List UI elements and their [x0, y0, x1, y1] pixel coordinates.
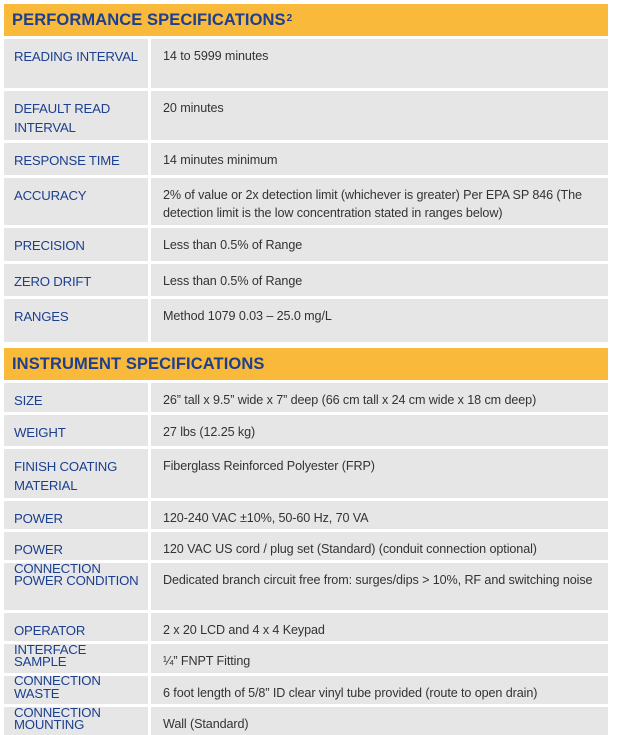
- spec-row-weight: [4, 415, 608, 446]
- spec-row-response-time: [4, 143, 608, 175]
- spec-value: 20 minutes: [163, 101, 224, 115]
- spec-label: POWER CONDITION: [4, 563, 151, 610]
- spec-row-accuracy: [4, 178, 608, 225]
- spec-label: FINISH COATING MATERIAL: [4, 449, 151, 498]
- spec-label: PRECISION: [4, 228, 151, 261]
- instrument-title: INSTRUMENT SPECIFICATIONS: [12, 354, 265, 373]
- spec-sheet: [4, 4, 608, 735]
- spec-label: DEFAULT READ INTERVAL: [4, 91, 151, 140]
- spec-value: Less than 0.5% of Range: [163, 238, 303, 252]
- spec-value: 2 x 20 LCD and 4 x 4 Keypad: [163, 623, 325, 637]
- performance-title: PERFORMANCE SPECIFICATIONS: [12, 10, 286, 29]
- spec-value: Dedicated branch circuit free from: surges/dips > 10%, RF and switching noise: [163, 573, 593, 587]
- spec-row-operator-interface: [4, 613, 608, 657]
- footnote-marker: 2: [286, 12, 293, 24]
- spec-value: 26” tall x 9.5” wide x 7” deep (66 cm tall x 24 cm wide x 18 cm deep): [163, 393, 537, 407]
- spec-row-ranges: [4, 299, 608, 342]
- spec-value: ¼” FNPT Fitting: [163, 654, 251, 668]
- spec-label: WEIGHT: [4, 415, 151, 446]
- spec-label: SAMPLE CONNECTION: [4, 644, 151, 673]
- spec-label: OPERATOR INTERFACE: [4, 613, 151, 641]
- spec-label: SIZE: [4, 383, 151, 412]
- spec-label: POWER CONNECTION: [4, 532, 151, 560]
- spec-row-zero-drift: [4, 264, 608, 296]
- spec-row-default-read-interval: [4, 91, 608, 140]
- spec-value: 14 minutes minimum: [163, 153, 278, 167]
- spec-value: 14 to 5999 minutes: [163, 49, 269, 63]
- spec-value: 120-240 VAC ±10%, 50-60 Hz, 70 VA: [163, 511, 369, 525]
- spec-label: WASTE CONNECTION: [4, 676, 151, 704]
- spec-value: 27 lbs (12.25 kg): [163, 425, 256, 439]
- spec-value: Wall (Standard): [163, 717, 249, 731]
- instrument-specifications-header: [4, 348, 608, 380]
- spec-row-power-condition: [4, 563, 608, 610]
- spec-value: Less than 0.5% of Range: [163, 274, 303, 288]
- spec-value: 2% of value or 2x detection limit (whichever is greater) Per EPA SP 846 (The detection limit is the low concentration stated in ranges below): [163, 188, 582, 220]
- spec-row-waste-connection: [4, 676, 608, 720]
- spec-label: READING INTERVAL: [4, 39, 151, 88]
- spec-label: POWER: [4, 501, 151, 529]
- spec-value: 6 foot length of 5/8” ID clear vinyl tube provided (route to open drain): [163, 686, 538, 700]
- spec-row-power-connection: [4, 532, 608, 576]
- spec-row-finish-coating-material: [4, 449, 608, 498]
- spec-row-reading-interval: [4, 39, 608, 88]
- spec-row-sample-connection: [4, 644, 608, 688]
- spec-label: RANGES: [4, 299, 151, 342]
- spec-value: Fiberglass Reinforced Polyester (FRP): [163, 459, 375, 473]
- performance-specifications-header: [4, 4, 608, 36]
- spec-label: RESPONSE TIME: [4, 143, 151, 175]
- spec-value: Method 1079 0.03 – 25.0 mg/L: [163, 309, 332, 323]
- spec-row-power: [4, 501, 608, 529]
- spec-row-mounting: [4, 707, 608, 735]
- spec-row-size: [4, 383, 608, 412]
- spec-label: MOUNTING: [4, 707, 151, 735]
- spec-label: ACCURACY: [4, 178, 151, 225]
- spec-value: 120 VAC US cord / plug set (Standard) (conduit connection optional): [163, 542, 537, 556]
- spec-label: ZERO DRIFT: [4, 264, 151, 296]
- spec-row-precision: [4, 228, 608, 261]
